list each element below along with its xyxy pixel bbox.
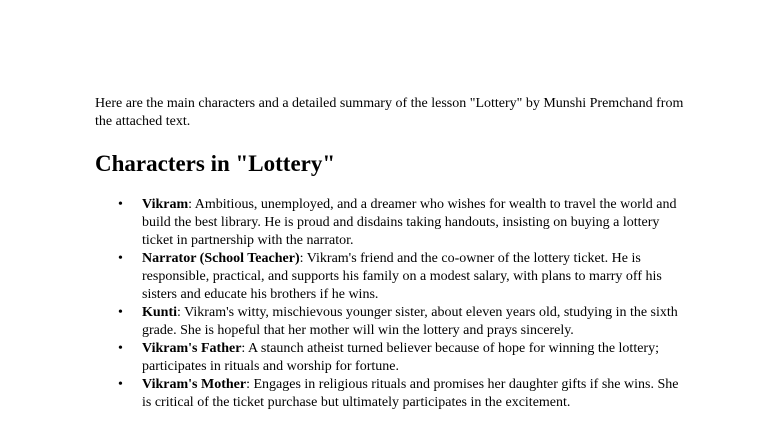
character-name: Vikram	[142, 197, 189, 212]
bullet-icon: •	[118, 197, 123, 212]
character-description: : Vikram's witty, mischievous younger sister, about eleven years old, studying in the sixth grade. She is hopeful that her mother will win the lottery and prays sincerely.	[142, 305, 678, 338]
character-name: Vikram's Father	[142, 341, 242, 356]
intro-paragraph: Here are the main characters and a detailed summary of the lesson "Lottery" by Munshi Premchand from the attached text.	[95, 96, 684, 129]
characters-list	[118, 196, 687, 412]
character-description: : Engages in religious rituals and promises her daughter gifts if she wins. She is critical of the ticket purchase but ultimately participates in the excitement.	[142, 377, 679, 410]
character-name: Narrator (School Teacher)	[142, 251, 300, 266]
character-description: : A staunch atheist turned believer because of hope for winning the lottery; participates in rituals and worship for fortune.	[142, 341, 659, 374]
character-name: Vikram's Mother	[142, 377, 247, 392]
bullet-icon: •	[118, 251, 123, 266]
list-item	[118, 340, 687, 376]
bullet-icon: •	[118, 377, 123, 392]
list-item	[118, 196, 687, 250]
character-description: : Vikram's friend and the co-owner of the lottery ticket. He is responsible, practical, and supports his family on a modest salary, with plans to marry off his sisters and educate his brothers if he wins.	[142, 251, 662, 302]
bullet-icon: •	[118, 341, 123, 356]
characters-heading: Characters in "Lottery"	[95, 151, 336, 176]
character-name: Kunti	[142, 305, 178, 320]
bullet-icon: •	[118, 305, 123, 320]
list-item	[118, 304, 687, 340]
list-item	[118, 376, 687, 412]
list-item	[118, 250, 687, 304]
character-description: : Ambitious, unemployed, and a dreamer who wishes for wealth to travel the world and build the best library. He is proud and disdains taking handouts, insisting on buying a lottery ticket in partnership with the narrator.	[142, 197, 677, 248]
